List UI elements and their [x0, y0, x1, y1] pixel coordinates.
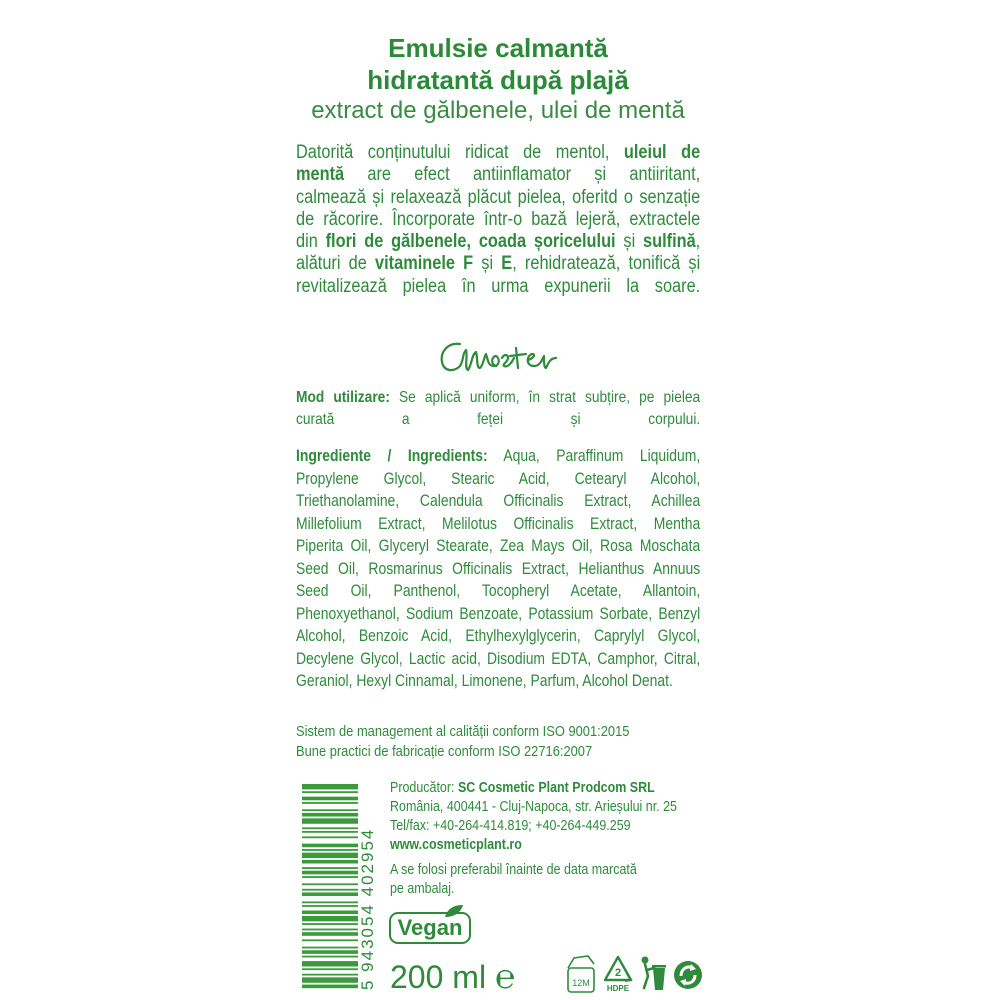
barcode-bar	[302, 974, 358, 976]
recycle-code: HDPE	[606, 984, 630, 993]
desc-bold: flori de gălbenele, coada șoricelului	[325, 231, 616, 253]
producer-name: SC Cosmetic Plant Prodcom SRL	[457, 780, 655, 796]
description-block	[296, 142, 766, 298]
barcode-bar	[302, 791, 358, 793]
desc-text: calmează și relaxează plăcut pielea, oferitd o senzație	[296, 186, 701, 208]
usage-line: Se aplică uniform, în strat subțire, pe pielea	[398, 389, 701, 406]
recycle-number: 2	[614, 967, 622, 979]
volume-text: 200 ml	[390, 959, 487, 995]
pao-jar-icon	[564, 954, 598, 996]
barcode-bar	[302, 923, 358, 925]
desc-bold: sulfină	[643, 231, 696, 253]
iso-9001-line: Sistem de management al calității conform ISO 9001:2015	[296, 723, 630, 740]
leaf-icon	[444, 904, 464, 918]
desc-text: Datorită conținutului ridicat de mentol,	[296, 142, 610, 163]
barcode-bar	[302, 961, 358, 966]
barcode-bar	[302, 939, 358, 941]
barcode-bar	[302, 784, 358, 789]
ingredients-line: Seed Oil, Panthenol, Tocopheryl Acetate, Allantoin,	[296, 582, 701, 600]
desc-bold: vitaminele F	[375, 253, 474, 275]
desc-text: ,	[695, 231, 701, 253]
desc-text: revitalizează pielea în urma expunerii la soare.	[296, 275, 701, 297]
barcode-bar	[302, 889, 358, 891]
desc-text: de răcorire. Încorporate într-o bază lejeră, extractele	[296, 208, 701, 230]
desc-text: alături de	[296, 253, 367, 275]
barcode-bar	[302, 802, 358, 804]
ingredients-list	[296, 445, 700, 693]
barcode-bar	[302, 968, 358, 970]
desc-text: și	[623, 231, 636, 253]
usage-label: Mod utilizare:	[296, 389, 390, 406]
usage-line: curată a feței și corpului.	[296, 411, 701, 428]
barcode-bar	[302, 892, 358, 896]
volume-block	[390, 958, 515, 997]
ingredients-line: Millefolium Extract, Melilotus Officinalis Extract, Mentha	[296, 514, 701, 533]
producer-phone: Tel/fax: +40-264-414.819; +40-264-449.259	[390, 818, 631, 834]
barcode-bar	[302, 849, 358, 851]
desc-text: are efect antiinflamator și antiiritant,	[367, 164, 701, 186]
producer-label: Producător:	[390, 780, 455, 796]
usage-text	[296, 387, 700, 431]
barcode-bar	[302, 956, 358, 958]
ingredients-line: Seed Oil, Rosmarinus Officinalis Extract, Helianthus Annuus	[296, 559, 701, 578]
barcode-bar	[302, 871, 358, 875]
ingredients-line: Aqua, Paraffinum Liquidum,	[503, 447, 701, 465]
ingredients-line: Propylene Glycol, Stearic Acid, Cetearyl Alcohol,	[296, 469, 701, 488]
ingredients-line: Alcohol, Benzoic Acid, Ethylhexylglycerin, Caprylyl Glycol,	[296, 627, 701, 645]
desc-bold: uleiul de	[623, 142, 701, 163]
desc-text: , rehidratează, tonifică și	[512, 253, 701, 275]
barcode-bar	[302, 916, 358, 921]
barcode-bar	[302, 932, 358, 936]
barcode-bar	[302, 905, 358, 907]
barcode-bar	[302, 947, 358, 949]
ingredients-line: Triethanolamine, Calendula Officinalis Extract, Achillea	[296, 492, 701, 510]
ingredients-label: Ingrediente / Ingredients:	[296, 447, 488, 465]
ingredients-line: Piperita Oil, Glyceryl Stearate, Zea Mays Oil, Rosa Moschata	[296, 537, 701, 555]
barcode-bar	[302, 883, 358, 885]
barcode	[302, 784, 358, 990]
barcode-bar	[302, 860, 358, 864]
desc-bold: mentă	[296, 164, 345, 186]
description-paragraph	[296, 142, 700, 298]
ingredients-line: Geraniol, Hexyl Cinnamal, Limonene, Parfum, Alcohol Denat.	[296, 672, 673, 690]
barcode-digits: 5 943054 402954	[358, 827, 377, 990]
barcode-bar	[302, 797, 358, 801]
barcode-bar	[302, 809, 358, 811]
barcode-bar	[302, 977, 358, 982]
barcode-bar	[302, 929, 358, 931]
estimated-sign: ℮	[494, 958, 516, 996]
product-title-line1: Emulsie calmantă	[388, 33, 608, 63]
barcode-bar	[302, 901, 358, 903]
ingredients-line: Decylene Glycol, Lactic acid, Disodium EDTA, Camphor, Citral,	[296, 649, 701, 668]
desc-bold: E	[501, 253, 513, 275]
barcode-bar	[302, 876, 358, 878]
desc-text: și	[481, 253, 494, 275]
producer-block	[390, 779, 730, 899]
iso-block	[296, 722, 766, 762]
barcode-bar	[302, 831, 358, 833]
barcode-bar	[302, 827, 358, 829]
vegan-label: Vegan	[397, 915, 463, 940]
barcode-bar	[302, 844, 358, 848]
barcode-bar	[302, 985, 358, 989]
barcode-bar	[302, 853, 358, 858]
hdpe-recycle-icon	[600, 954, 636, 996]
recycle-arrows-icon	[672, 954, 704, 996]
producer-address: România, 400441 - Cluj-Napoca, str. Arieșului nr. 25	[390, 799, 677, 815]
mester-signature-logo	[438, 334, 560, 378]
title-block	[296, 32, 700, 126]
best-before-line: pe ambalaj.	[390, 881, 455, 897]
barcode-bar	[302, 836, 358, 838]
usage-block	[296, 387, 766, 431]
pao-label: 12M	[572, 978, 590, 988]
ingredients-line: Phenoxyethanol, Sodium Benzoate, Potassium Sorbate, Benzyl	[296, 604, 701, 623]
ingredients-block	[296, 445, 766, 693]
iso-22716-line: Bune practici de fabricație conform ISO 22716:2007	[296, 743, 593, 760]
barcode-number	[358, 780, 378, 990]
barcode-bar	[302, 910, 358, 914]
tidyman-bin-icon	[638, 954, 668, 996]
barcode-bar	[302, 818, 358, 823]
producer-website[interactable]: www.cosmeticplant.ro	[390, 837, 522, 853]
product-title-line2: hidratantă după plajă	[367, 65, 629, 95]
barcode-bar	[302, 950, 358, 954]
desc-text: din	[296, 231, 318, 253]
barcode-bar	[302, 867, 358, 869]
barcode-bar	[302, 813, 358, 817]
product-subtitle: extract de gălbenele, ulei de mentă	[311, 97, 685, 124]
best-before-line: A se folosi preferabil înainte de data marcată	[390, 862, 637, 878]
